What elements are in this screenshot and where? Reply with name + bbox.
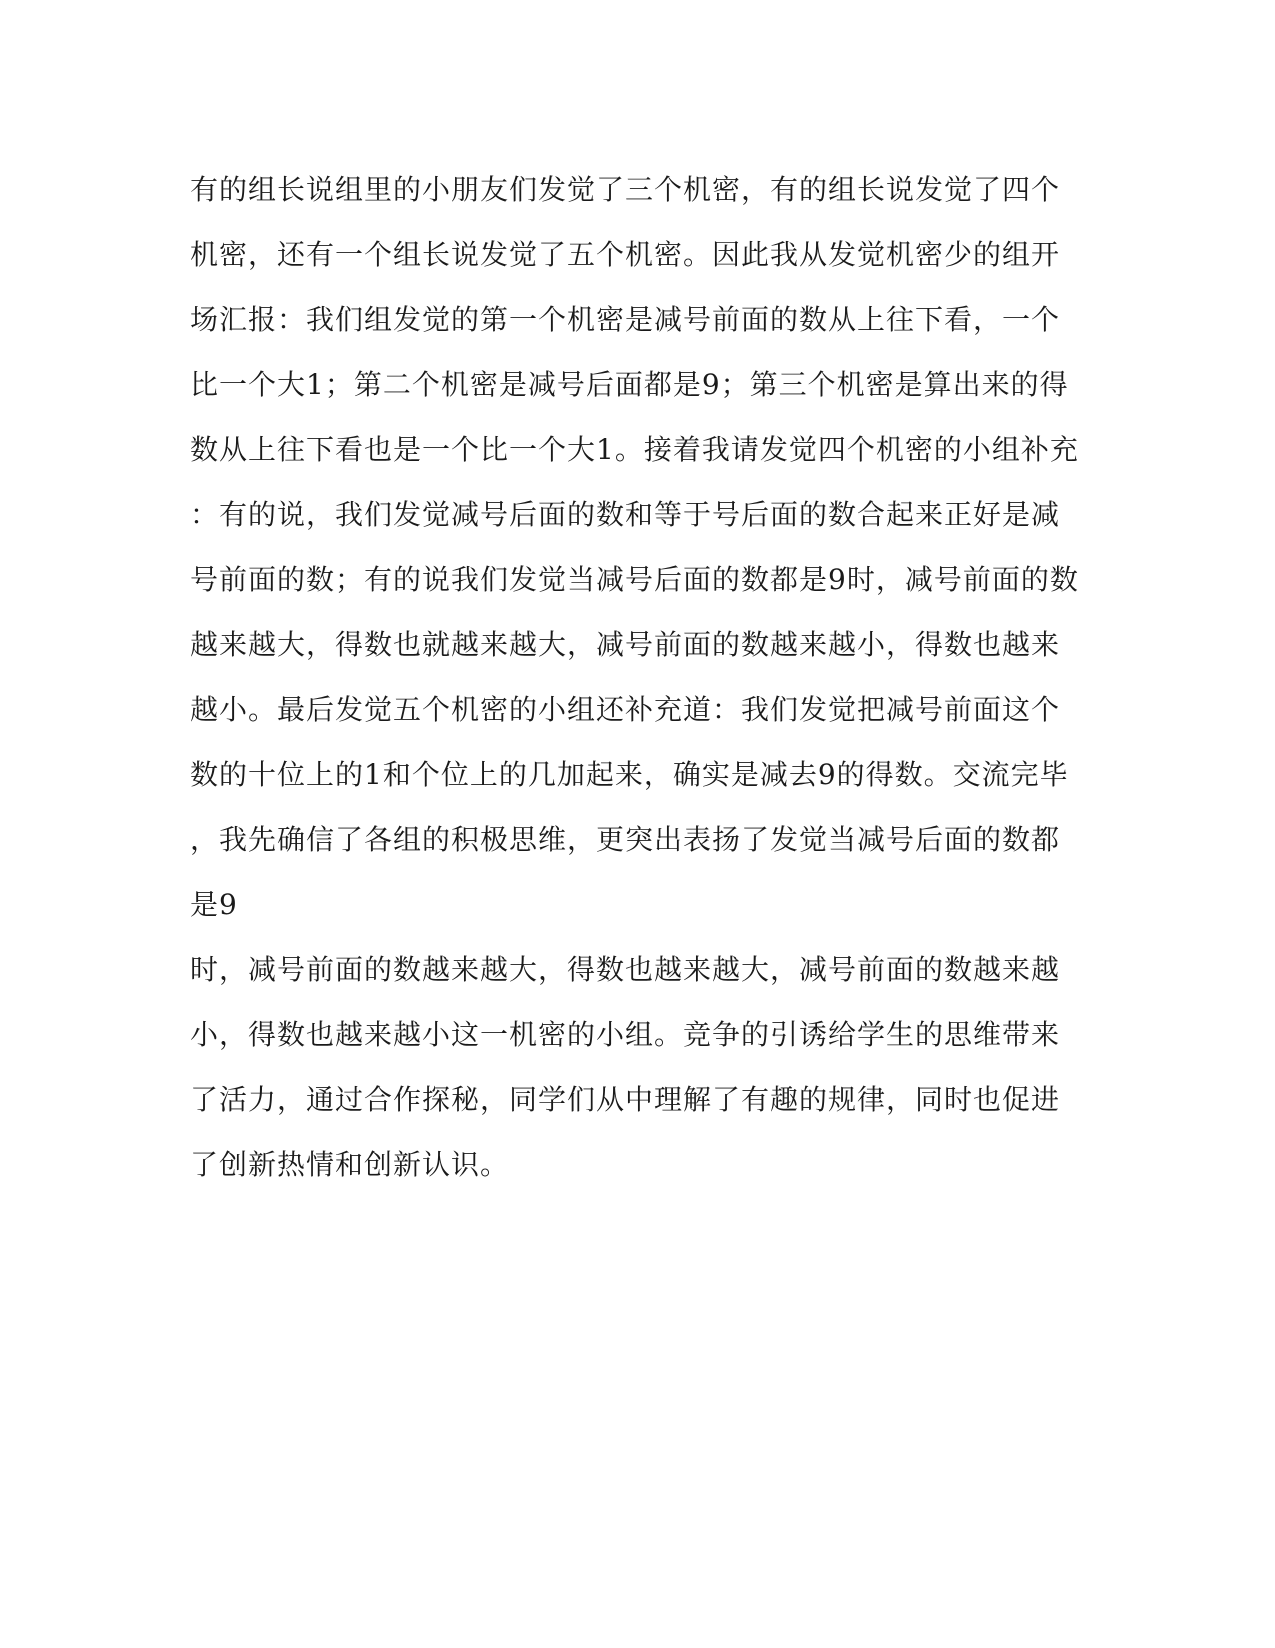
text-line: 是9 xyxy=(190,888,238,921)
text-line: 时，减号前面的数越来越大，得数也越来越大，减号前面的数越来越 xyxy=(190,953,1061,986)
text-line: 机密，还有一个组长说发觉了五个机密。因此我从发觉机密少的组开 xyxy=(190,238,1061,271)
text-line: 越来越大，得数也就越来越大，减号前面的数越来越小，得数也越来 xyxy=(190,628,1061,661)
text-line: 数从上往下看也是一个比一个大1。接着我请发觉四个机密的小组补充 xyxy=(190,433,1079,466)
text-line: 比一个大1；第二个机密是减号后面都是9；第三个机密是算出来的得 xyxy=(190,368,1069,401)
text-line: ，我先确信了各组的积极思维，更突出表扬了发觉当减号后面的数都 xyxy=(190,823,1061,856)
text-line: 了活力，通过合作探秘，同学们从中理解了有趣的规律，同时也促进 xyxy=(190,1083,1061,1116)
text-line: 场汇报：我们组发觉的第一个机密是减号前面的数从上往下看，一个 xyxy=(190,303,1061,336)
text-line: 小，得数也越来越小这一机密的小组。竞争的引诱给学生的思维带来 xyxy=(190,1018,1061,1051)
text-line: 了创新热情和创新认识。 xyxy=(190,1148,510,1181)
body-paragraph xyxy=(190,157,1090,1197)
text-line: ：有的说，我们发觉减号后面的数和等于号后面的数合起来正好是减 xyxy=(190,498,1061,531)
text-line: 越小。最后发觉五个机密的小组还补充道：我们发觉把减号前面这个 xyxy=(190,693,1061,726)
text-line: 号前面的数；有的说我们发觉当减号后面的数都是9时，减号前面的数 xyxy=(190,563,1079,596)
text-line: 数的十位上的1和个位上的几加起来，确实是减去9的得数。交流完毕 xyxy=(190,758,1069,791)
text-line: 有的组长说组里的小朋友们发觉了三个机密，有的组长说发觉了四个 xyxy=(190,173,1061,206)
